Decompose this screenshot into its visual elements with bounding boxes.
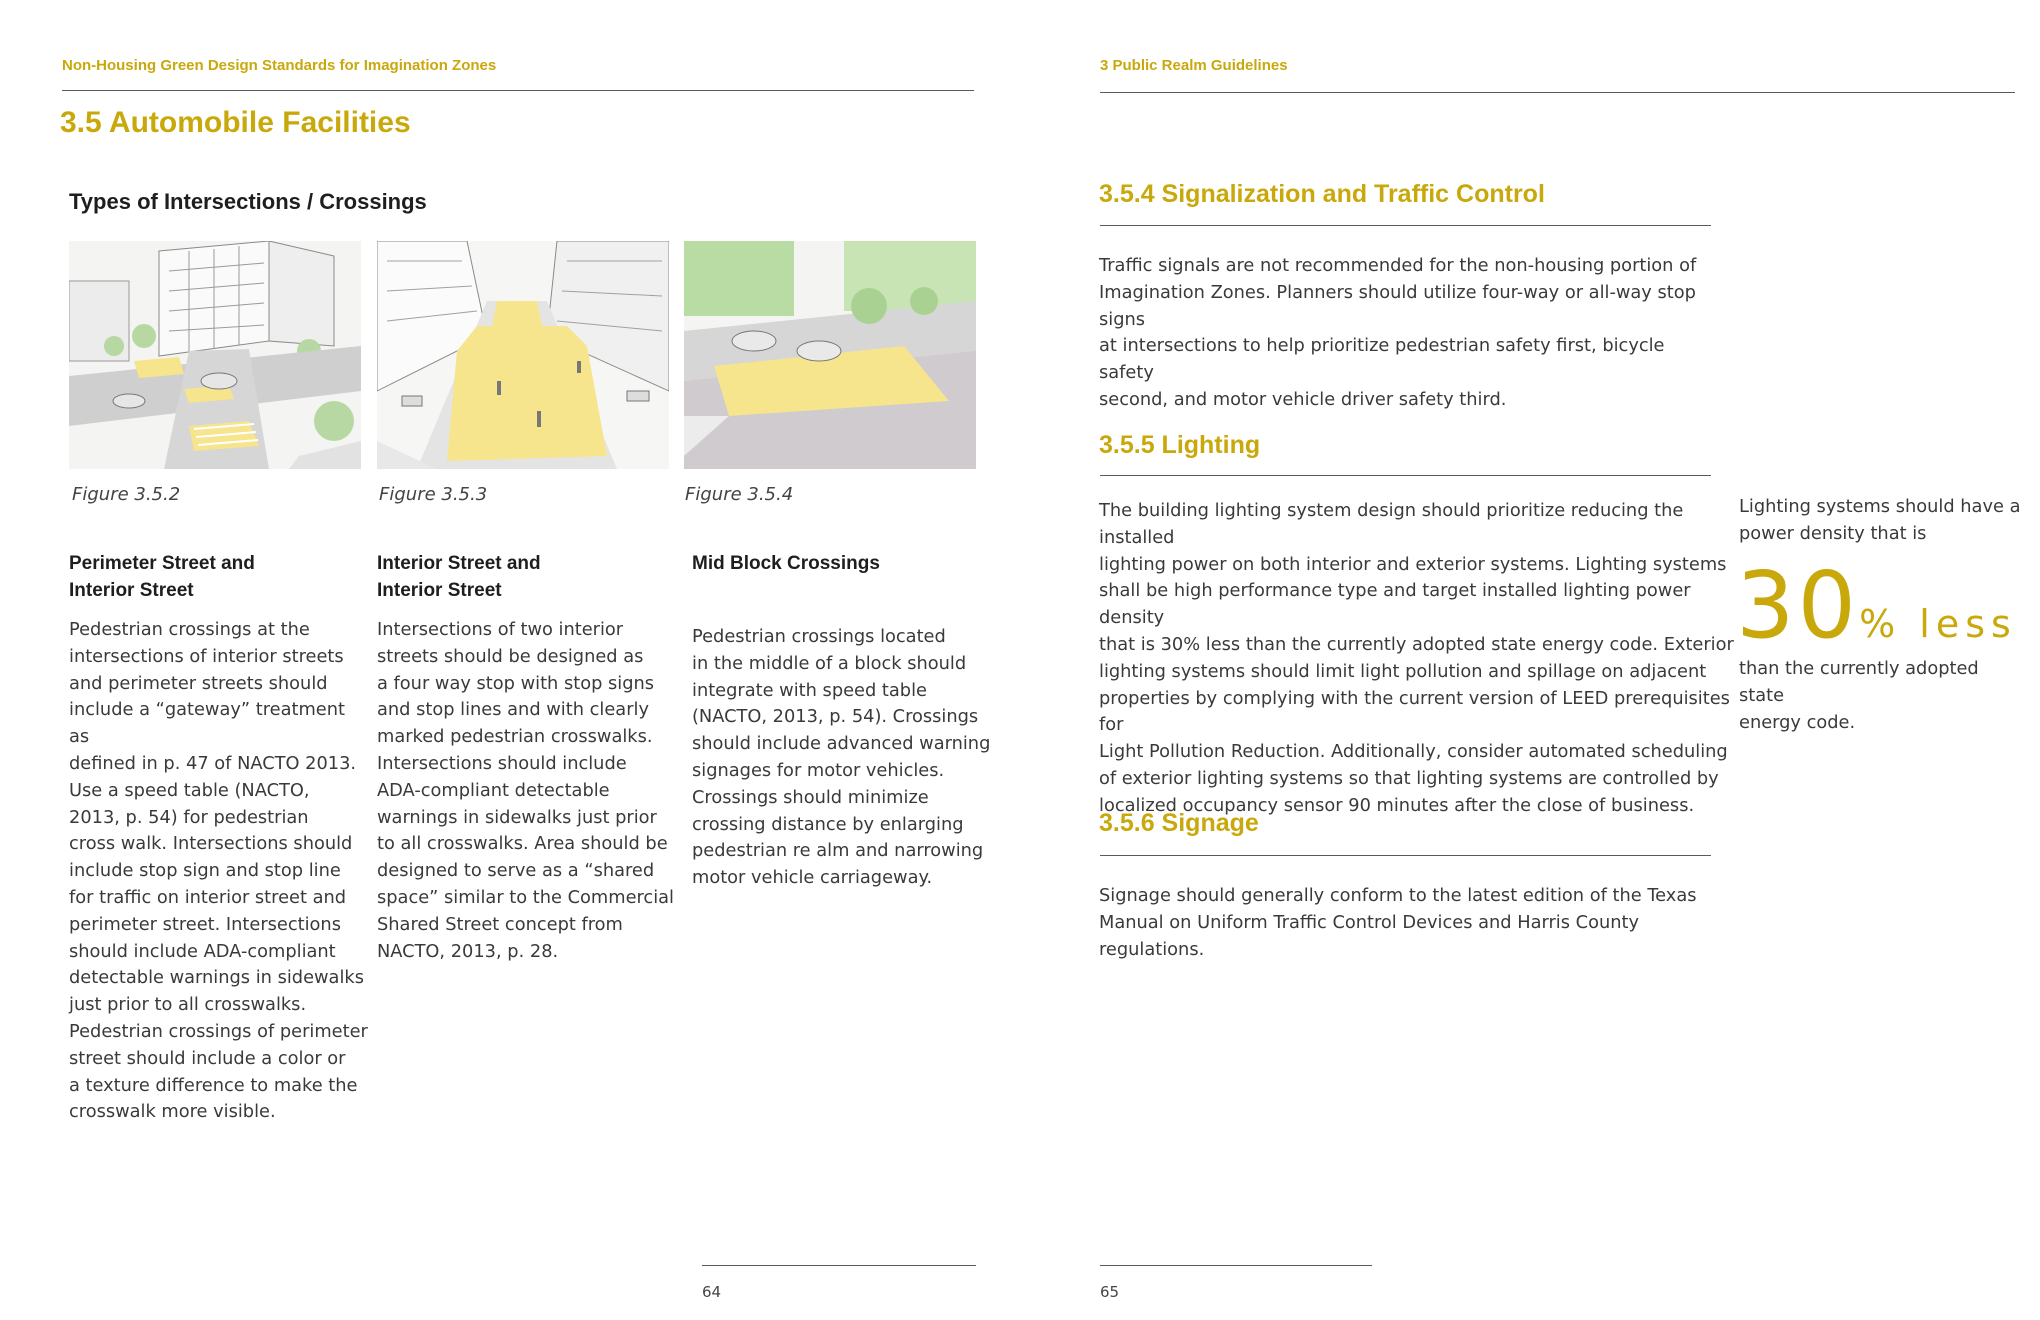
signage-rule	[1100, 855, 1711, 856]
body-line: for traffic on interior street and	[69, 886, 347, 908]
body-line: pedestrian re alm and narrowing	[692, 840, 984, 862]
body-line: NACTO, 2013, p. 28.	[377, 940, 559, 962]
body-line: in the middle of a block should	[692, 652, 967, 674]
body-line: second, and motor vehicle driver safety third.	[1099, 388, 1507, 410]
body-line: Manual on Uniform Traffic Control Devices and Harris County regulations.	[1099, 911, 1639, 960]
right-footer-rule	[1100, 1265, 1372, 1266]
subhead-line: Perimeter Street and	[69, 553, 255, 574]
signalization-body	[1099, 253, 1719, 414]
body-line: designed to serve as a “shared	[377, 860, 655, 882]
figure-caption-3: Figure 3.5.4	[685, 484, 794, 505]
body-line: integrate with speed table	[692, 679, 927, 701]
figure-3-5-3-illustration	[377, 241, 669, 469]
body-line: detectable warnings in sidewalks	[69, 967, 364, 989]
page-number-right: 65	[1100, 1283, 1120, 1301]
body-line: properties by complying with the current version of LEED prerequisites for	[1099, 687, 1730, 736]
body-line: and perimeter streets should	[69, 672, 328, 694]
body-line: The building lighting system design should prioritize reducing the installed	[1099, 500, 1684, 548]
body-line: signages for motor vehicles.	[692, 759, 945, 781]
body-line: crossing distance by enlarging	[692, 813, 964, 835]
body-line: Use a speed table (NACTO,	[69, 779, 310, 801]
body-line: Signage should generally conform to the latest edition of the Texas	[1099, 885, 1697, 906]
body-line: cross walk. Intersections should	[69, 833, 353, 855]
body-line: a four way stop with stop signs	[377, 672, 655, 694]
body-line: Lighting systems should have a	[1739, 496, 2021, 517]
subhead-line: Interior Street	[69, 580, 194, 601]
body-line: crosswalk more visible.	[69, 1101, 276, 1123]
body-line: a texture difference to make the	[69, 1074, 358, 1096]
body-line: Intersections should include	[377, 752, 627, 774]
body-line: intersections of interior streets	[69, 645, 344, 667]
callout-outro	[1739, 656, 2029, 736]
body-line: street should include a color or	[69, 1047, 346, 1069]
callout-big-suffix: % less	[1859, 602, 2017, 646]
subhead-line: Mid Block Crossings	[692, 553, 880, 574]
body-line: (NACTO, 2013, p. 54). Crossings	[692, 706, 979, 728]
body-line: marked pedestrian crosswalks.	[377, 726, 653, 748]
figure-caption-2: Figure 3.5.3	[379, 484, 488, 505]
subhead-line: Interior Street	[377, 580, 502, 601]
figure-3-5-4-illustration	[684, 241, 976, 469]
left-running-head: Non-Housing Green Design Standards for Imagination Zones	[62, 57, 497, 74]
figure-3-5-2-illustration	[69, 241, 361, 469]
body-line: warnings in sidewalks just prior	[377, 806, 657, 828]
column-3-body	[692, 624, 992, 892]
body-line: should include ADA-compliant	[69, 940, 336, 962]
body-line: of exterior lighting systems so that lighting systems are controlled by	[1099, 767, 1719, 789]
body-line: lighting systems should limit light pollution and spillage on adjacent	[1099, 660, 1707, 682]
column-2-body	[377, 617, 677, 965]
lighting-rule	[1100, 475, 1711, 476]
body-line: Pedestrian crossings located	[692, 626, 946, 647]
body-line: Light Pollution Reduction. Additionally, consider automated scheduling	[1099, 741, 1728, 763]
body-line: defined in p. 47 of NACTO 2013.	[69, 752, 357, 774]
column-1-subhead	[69, 550, 359, 604]
body-line: motor vehicle carriageway.	[692, 867, 933, 889]
body-line: should include advanced warning	[692, 733, 991, 755]
column-2-subhead	[377, 550, 667, 604]
section-title: 3.5 Automobile Facilities	[60, 106, 411, 139]
subhead-line: Interior Street and	[377, 553, 541, 574]
lighting-heading: 3.5.5 Lighting	[1099, 431, 1261, 459]
column-3-subhead	[692, 550, 982, 577]
body-line: shall be high performance type and target installed lighting power density	[1099, 580, 1691, 629]
page-number-left: 64	[702, 1283, 722, 1301]
body-line: Pedestrian crossings of perimeter	[69, 1020, 368, 1042]
body-line: Intersections of two interior	[377, 619, 624, 640]
types-heading: Types of Intersections / Crossings	[69, 189, 427, 214]
callout-statistic	[1736, 552, 2017, 659]
signalization-heading: 3.5.4 Signalization and Traffic Control	[1099, 180, 1545, 208]
body-line: include stop sign and stop line	[69, 860, 341, 882]
body-line: Imagination Zones. Planners should utilize four-way or all-way stop signs	[1099, 281, 1696, 330]
body-line: at intersections to help prioritize pedestrian safety first, bicycle safety	[1099, 335, 1665, 384]
right-header-rule	[1100, 92, 2015, 93]
signage-body	[1099, 883, 1739, 963]
body-line: space” similar to the Commercial	[377, 886, 674, 908]
body-line: energy code.	[1739, 711, 1856, 733]
figure-caption-1: Figure 3.5.2	[72, 484, 181, 505]
body-line: Traffic signals are not recommended for the non-housing portion of	[1099, 255, 1697, 276]
body-line: ADA-compliant detectable	[377, 779, 610, 801]
signage-heading: 3.5.6 Signage	[1099, 809, 1259, 837]
column-1-body	[69, 617, 369, 1126]
body-line: than the currently adopted state	[1739, 658, 1979, 706]
signalization-rule	[1100, 225, 1711, 226]
body-line: Pedestrian crossings at the	[69, 619, 310, 640]
body-line: that is 30% less than the currently adopted state energy code. Exterior	[1099, 633, 1734, 655]
body-line: Shared Street concept from	[377, 913, 623, 935]
body-line: lighting power on both interior and exterior systems. Lighting systems	[1099, 553, 1727, 575]
body-line: streets should be designed as	[377, 645, 644, 667]
left-header-rule	[62, 90, 974, 91]
body-line: Crossings should minimize	[692, 786, 929, 808]
body-line: just prior to all crosswalks.	[69, 994, 307, 1016]
body-line: power density that is	[1739, 522, 1927, 544]
body-line: include a “gateway” treatment as	[69, 699, 345, 748]
body-line: and stop lines and with clearly	[377, 699, 649, 721]
lighting-body	[1099, 498, 1739, 820]
body-line: to all crosswalks. Area should be	[377, 833, 668, 855]
body-line: perimeter street. Intersections	[69, 913, 341, 935]
body-line: 2013, p. 54) for pedestrian	[69, 806, 309, 828]
left-footer-rule	[702, 1265, 976, 1266]
body-line: localized occupancy sensor 90 minutes after the close of business.	[1099, 794, 1695, 816]
right-running-head: 3 Public Realm Guidelines	[1100, 57, 1288, 74]
callout-big-number: 30	[1736, 552, 1860, 659]
callout-intro	[1739, 494, 2029, 548]
